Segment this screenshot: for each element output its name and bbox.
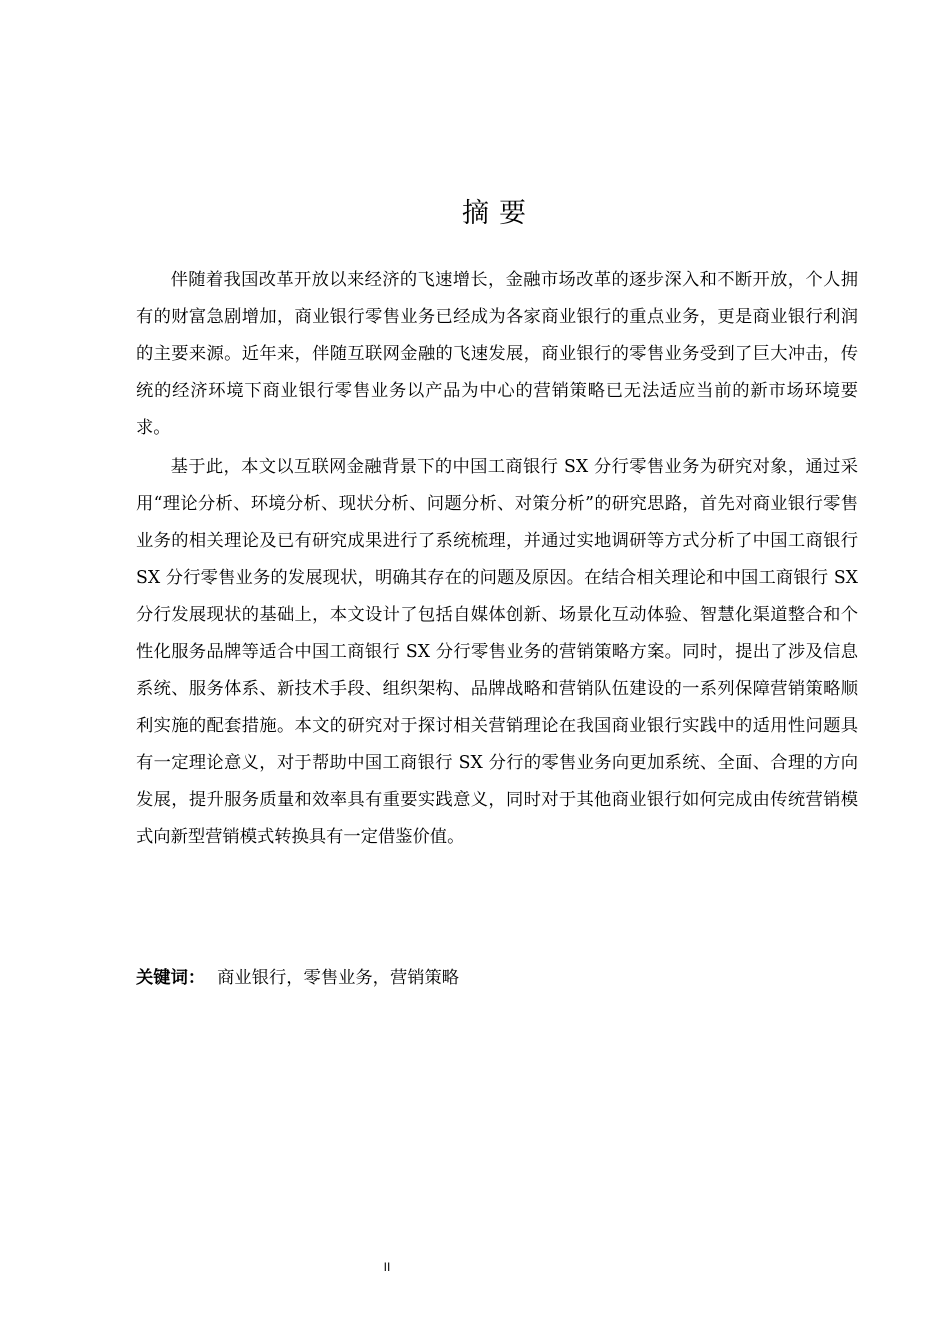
keywords-label: 关键词： [136,968,206,988]
page-title: 摘要 [462,198,536,229]
page-number: II [383,1260,391,1274]
keywords-line [136,964,459,992]
keywords-value: 商业银行，零售业务，营销策略 [217,968,460,988]
abstract-paragraph-1: 伴随着我国改革开放以来经济的飞速增长，金融市场改革的逐步深入和不断开放，个人拥有的财富急剧增加，商业银行零售业务已经成为各家商业银行的重点业务，更是商业银行利润的主要来源。近年来，伴随互联网金融的飞速发展，商业银行的零售业务受到了巨大冲击，传统的经济环境下商业银行零售业务以产品为中心的营销策略已无法适应当前的新市场环境要求。 [136,270,858,438]
abstract-paragraph-2: 基于此，本文以互联网金融背景下的中国工商银行 SX 分行零售业务为研究对象，通过采用“理论分析、环境分析、现状分析、问题分析、对策分析”的研究思路，首先对商业银行零售业务的相关理论及已有研究成果进行了系统梳理，并通过实地调研等方式分析了中国工商银行 SX 分行零售业务的发展现状，明确其存在的问题及原因。在结合相关理论和中国工商银行 SX 分行发展现状的基础上，本文设计了包括自媒体创新、场景化互动体验、智慧化渠道整合和个性化服务品牌等适合中国工商银行 SX 分行零售业务的营销策略方案。同时，提出了涉及信息系统、服务体系、新技术手段、组织架构、品牌战略和营销队伍建设的一系列保障营销策略顺利实施的配套措施。本文的研究对于探讨相关营销理论在我国商业银行实践中的适用性问题具有一定理论意义，对于帮助中国工商银行 SX 分行的零售业务向更加系统、全面、合理的方向发展，提升服务质量和效率具有重要实践意义，同时对于其他商业银行如何完成由传统营销模式向新型营销模式转换具有一定借鉴价值。 [136,457,858,847]
